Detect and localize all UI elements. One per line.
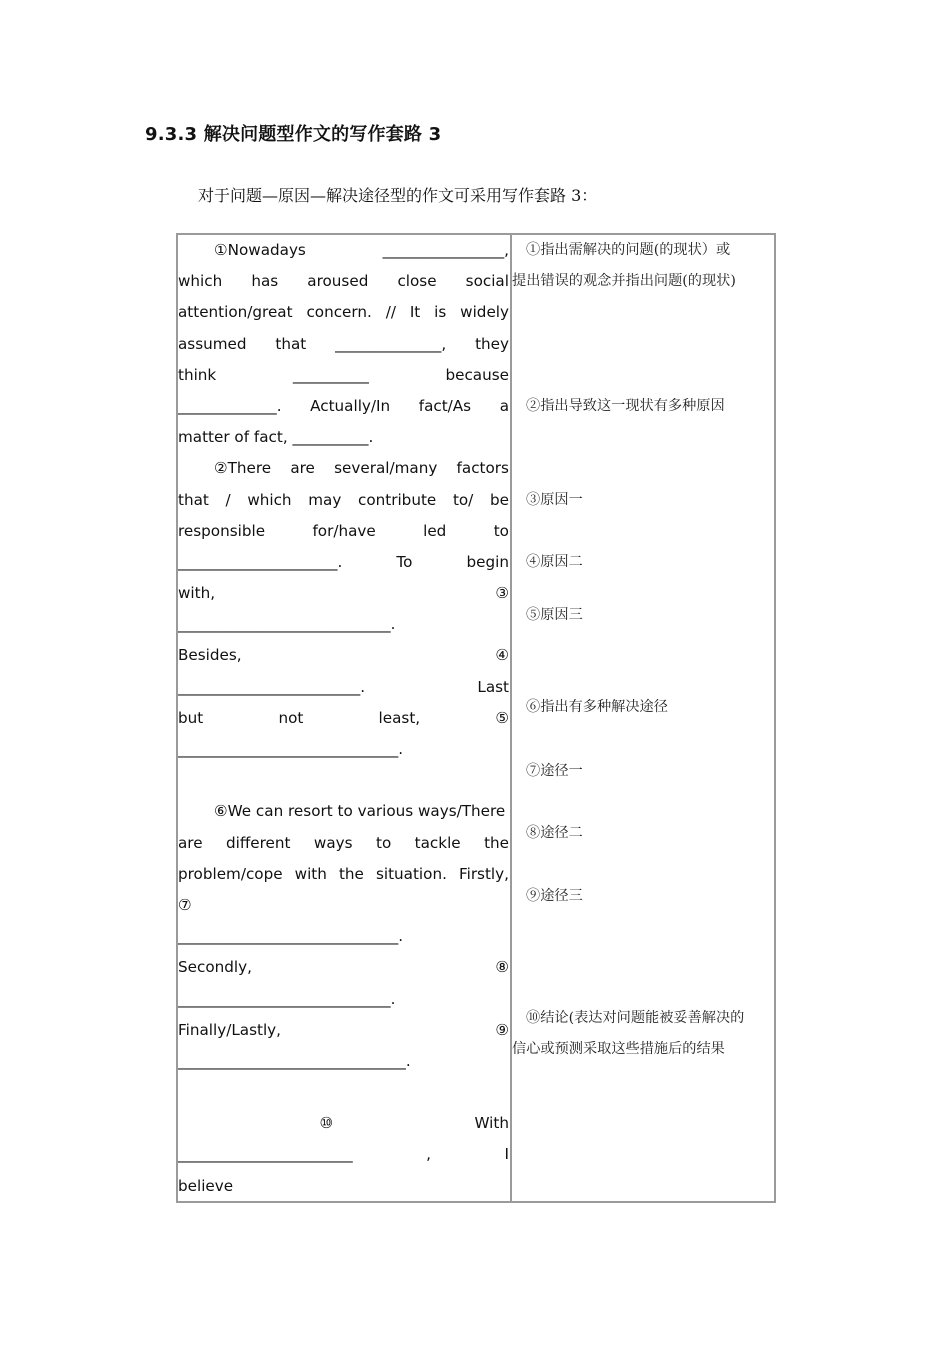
annotation-item: ⑤原因三 xyxy=(526,607,583,624)
annotation-item: 信心或预测采取这些措施后的结果 xyxy=(512,1040,725,1057)
template-word: _____________________________. xyxy=(178,740,404,758)
template-word: led xyxy=(423,521,447,540)
template-line xyxy=(178,672,509,703)
template-word: _____________________. xyxy=(178,552,343,571)
template-word: has xyxy=(251,272,279,291)
template-line xyxy=(178,1108,509,1139)
template-line xyxy=(178,952,509,983)
template-word: ⑩ xyxy=(319,1114,334,1133)
template-line xyxy=(178,703,509,734)
template-word: _____________________________. xyxy=(178,927,404,946)
template-word: with, xyxy=(178,584,216,603)
template-word: that xyxy=(275,334,307,353)
template-word: are xyxy=(178,833,203,852)
template-line xyxy=(178,1015,509,1046)
annotation-item: ⑩结论(表达对问题能被妥善解决的 xyxy=(526,1009,745,1026)
template-line xyxy=(178,1077,509,1108)
template-word: It xyxy=(409,303,421,322)
template-word: responsible xyxy=(178,521,266,540)
template-word: problem/cope xyxy=(178,864,283,883)
template-line xyxy=(178,1139,509,1170)
template-line xyxy=(178,609,509,640)
template-word: Firstly, xyxy=(458,864,509,883)
template-word: close xyxy=(397,272,437,291)
template-line xyxy=(178,890,509,921)
template-word: begin xyxy=(466,552,509,571)
template-word: Secondly, xyxy=(178,958,252,977)
template-word: ④ xyxy=(495,646,509,665)
template-word: __________ xyxy=(292,365,369,384)
template-word: Last xyxy=(477,677,509,696)
template-word: ______________, xyxy=(335,334,447,353)
template-line xyxy=(178,859,509,890)
template-line xyxy=(178,921,509,952)
template-word: _______________________ xyxy=(178,1145,353,1164)
template-line xyxy=(178,1046,509,1077)
template-word: different xyxy=(225,833,291,852)
template-word: ③ xyxy=(495,584,509,603)
template-word: ⑥We can resort to various ways/There xyxy=(214,802,506,821)
template-line xyxy=(178,235,509,266)
template-line xyxy=(178,516,509,547)
annotation-item: ⑧途径二 xyxy=(526,825,583,842)
template-word: ________________, xyxy=(382,241,509,259)
template-word: situation. xyxy=(375,864,447,883)
template-word: Finally/Lastly, xyxy=(178,1020,281,1039)
template-line xyxy=(178,1171,509,1202)
template-word: believe xyxy=(178,1176,234,1195)
template-word: concern. xyxy=(306,303,372,322)
template-word: ⑧ xyxy=(495,958,509,977)
template-word: not xyxy=(278,708,304,727)
template-line xyxy=(178,297,509,328)
template-word: ____________________________. xyxy=(178,989,396,1008)
template-line xyxy=(178,453,509,484)
template-word: for/have xyxy=(312,521,376,540)
template-word: _____________. xyxy=(178,396,282,415)
template-word: be xyxy=(489,490,509,509)
template-word: , xyxy=(426,1145,431,1164)
template-word: assumed xyxy=(178,334,247,353)
template-line xyxy=(178,984,509,1015)
template-word: tackle xyxy=(414,833,461,852)
template-word: To xyxy=(396,552,413,571)
template-word: // xyxy=(385,303,396,322)
annotation-item: ⑦途径一 xyxy=(526,763,583,780)
template-word: several/many xyxy=(334,459,438,478)
template-line xyxy=(178,828,509,859)
intro-paragraph: 对于问题—原因—解决途径型的作文可采用写作套路 3： xyxy=(198,186,598,205)
template-word: because xyxy=(445,365,509,384)
template-word: the xyxy=(484,833,509,852)
template-word: aroused xyxy=(307,272,369,291)
template-word: factors xyxy=(456,459,509,478)
template-word: ⑨ xyxy=(495,1020,509,1039)
template-word: but xyxy=(178,708,204,727)
template-line xyxy=(178,796,509,827)
annotation-item: 提出错误的观念并指出问题(的现状) xyxy=(512,273,736,290)
template-word: to/ xyxy=(452,490,474,509)
template-word: ________________________. xyxy=(178,677,366,696)
template-word: to xyxy=(375,833,392,852)
template-line xyxy=(178,765,509,796)
template-word: matter of fact, __________. xyxy=(178,428,374,447)
template-line xyxy=(178,391,509,422)
template-word: they xyxy=(475,334,509,353)
template-line xyxy=(178,360,509,391)
template-word: widely xyxy=(460,303,509,322)
template-word: ______________________________. xyxy=(178,1051,411,1070)
template-word: I xyxy=(504,1145,509,1164)
annotation-item: ⑥指出有多种解决途径 xyxy=(526,699,668,716)
template-word: is xyxy=(434,303,447,322)
annotation-item: ①指出需解决的问题(的现状）或 xyxy=(526,242,731,258)
template-line xyxy=(178,266,509,297)
template-word: fact/As xyxy=(418,396,472,415)
template-line xyxy=(178,547,509,578)
annotation-item: ④原因二 xyxy=(526,554,583,570)
template-word: which xyxy=(178,272,223,291)
template-word: ①Nowadays xyxy=(214,241,306,259)
annotation-item: ⑨途径三 xyxy=(526,887,583,904)
template-word: think xyxy=(178,365,217,384)
template-line xyxy=(178,640,509,671)
template-word: ⑦ xyxy=(178,895,192,914)
template-word: ways xyxy=(313,833,353,852)
template-text-column xyxy=(178,235,509,1202)
template-word: contribute xyxy=(358,490,437,509)
template-word: least, xyxy=(378,708,421,727)
template-word: Besides, xyxy=(178,646,242,665)
template-word: / xyxy=(225,490,231,509)
template-line xyxy=(178,578,509,609)
section-heading: 9.3.3 解决问题型作文的写作套路 3 xyxy=(145,124,442,145)
template-line xyxy=(178,329,509,360)
template-word: ⑤ xyxy=(495,708,509,727)
annotation-item: ②指出导致这一现状有多种原因 xyxy=(526,398,725,414)
template-word: Actually/In xyxy=(310,396,391,415)
annotation-item: ③原因一 xyxy=(526,491,583,508)
template-line xyxy=(178,422,509,453)
template-word: ____________________________. xyxy=(178,615,396,634)
template-word: a xyxy=(499,396,509,415)
template-word: are xyxy=(290,459,315,478)
template-word: social xyxy=(465,272,509,291)
template-line xyxy=(178,485,509,516)
template-word: with xyxy=(294,864,327,883)
template-word: may xyxy=(308,490,342,509)
template-word: the xyxy=(338,864,364,883)
template-word: that xyxy=(178,490,209,509)
template-word: ②There xyxy=(214,459,272,478)
template-word: which xyxy=(247,490,292,509)
template-word: to xyxy=(493,521,509,540)
template-word: attention/great xyxy=(178,303,293,322)
template-word: With xyxy=(474,1114,509,1133)
template-line xyxy=(178,734,509,765)
